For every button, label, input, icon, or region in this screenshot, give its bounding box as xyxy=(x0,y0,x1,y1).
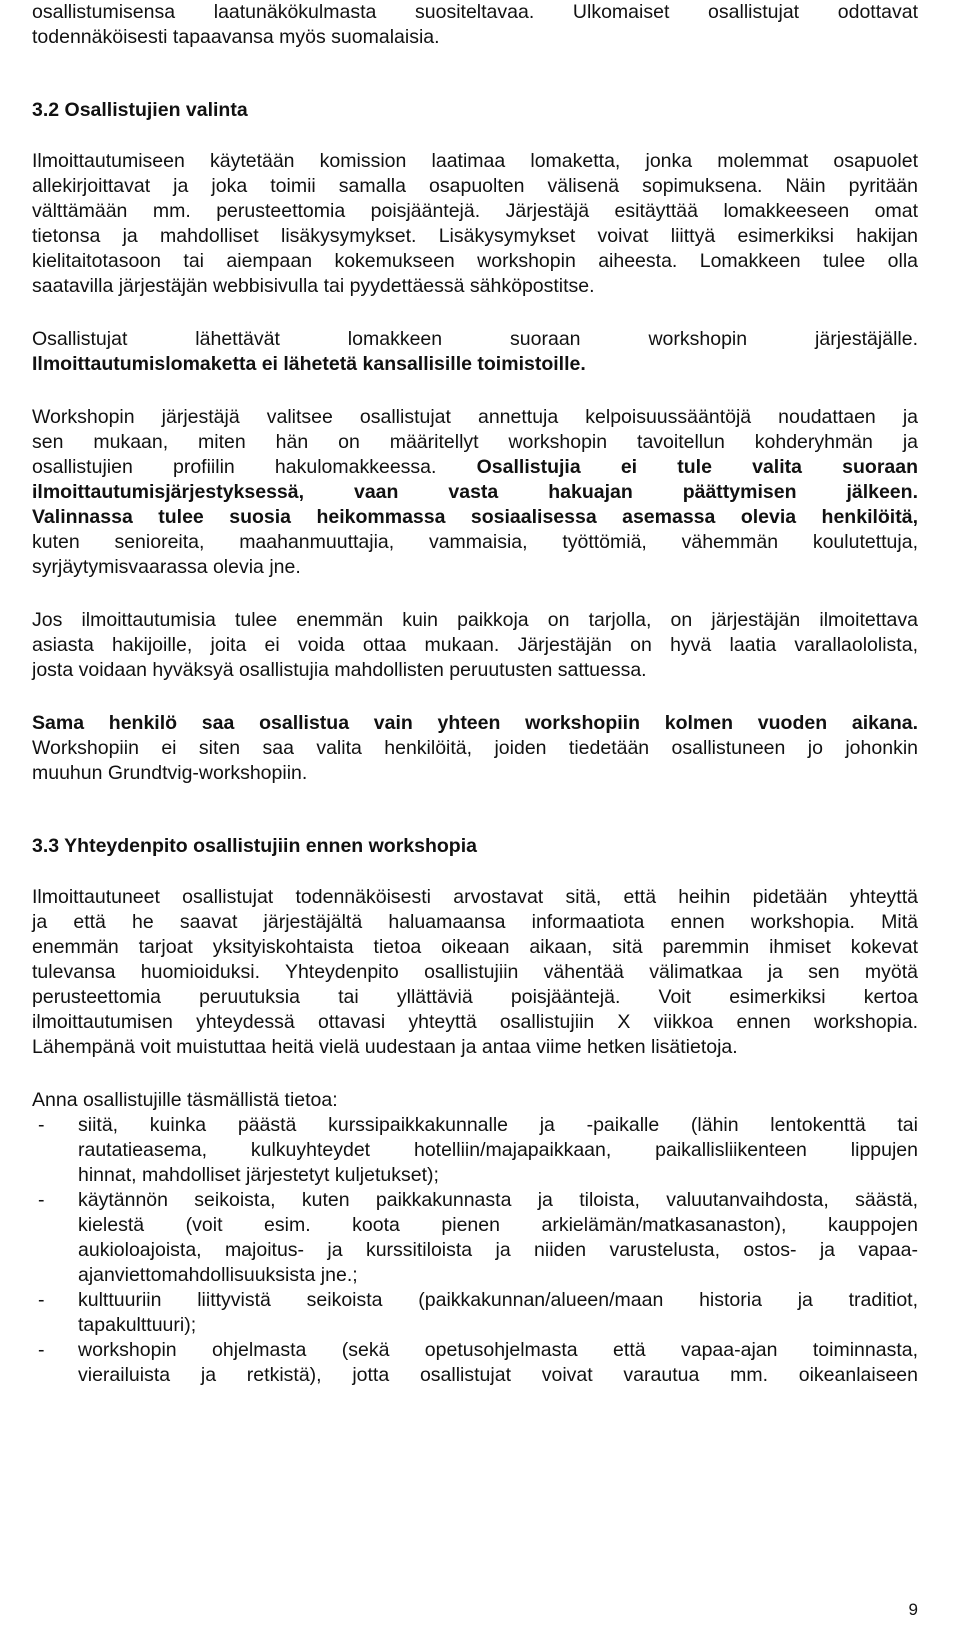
paragraph-participation-limit xyxy=(32,711,918,786)
page-number: 9 xyxy=(908,1600,918,1619)
bold-text-line: Sama henkilö saa osallistua vain yhteen workshopiin kolmen vuoden aikana. xyxy=(32,712,918,734)
text-line: vierailuista ja retkistä), jotta osallistujat voivat varautua mm. oikeanlaiseen xyxy=(78,1364,918,1386)
bold-text-line: Valinnassa tulee suosia heikommassa sosiaalisessa asemassa olevia henkilöitä, xyxy=(32,506,918,528)
paragraph-communication xyxy=(32,885,918,1060)
text-line: saatavilla järjestäjän webbisivulla tai pyydettäessä sähköpostitse. xyxy=(32,275,595,297)
list-item xyxy=(32,1338,918,1388)
text-line: todennäköisesti tapaavansa myös suomalaisia. xyxy=(32,26,440,48)
text-span: osallistujien profiilin hakulomakkeessa. xyxy=(32,456,437,478)
text-line xyxy=(32,455,918,480)
text-line: tulevansa huomioiduksi. Yhteydenpito osallistujiin vähentää välimatkaa ja sen myötä xyxy=(32,961,918,983)
text-line: Jos ilmoittautumisia tulee enemmän kuin paikkoja on tarjolla, on järjestäjän ilmoitettava xyxy=(32,609,918,631)
text-line: kielitaitotasoon tai aiempaan kokemukseen workshopin aiheesta. Lomakkeen tulee olla xyxy=(32,250,918,272)
section-heading-3-3: 3.3 Yhteydenpito osallistujiin ennen workshopia xyxy=(32,835,477,857)
text-line: kielestä (voit esim. koota pienen arkielämän/matkasanaston), kauppojen xyxy=(78,1214,918,1236)
list-item xyxy=(32,1288,918,1338)
list-intro: Anna osallistujille täsmällistä tietoa: xyxy=(32,1089,338,1111)
text-line: kulttuuriin liittyvistä seikoista (paikkakunnan/alueen/maan historia ja traditiot, xyxy=(78,1289,918,1311)
bold-text-line: Ilmoittautumislomaketta ei lähetetä kansallisille toimistoille. xyxy=(32,353,586,375)
text-line: Workshopin järjestäjä valitsee osallistujat annettuja kelpoisuussääntöjä noudattaen ja xyxy=(32,406,918,428)
text-line: välttämään mm. perusteettomia poisjääntejä. Järjestäjä esitäyttää lomakkeeseen omat xyxy=(32,200,918,222)
text-line: allekirjoittavat ja joka toimii samalla osapuolten välisenä sopimuksena. Näin pyritään xyxy=(32,175,918,197)
text-line: käytännön seikoista, kuten paikkakunnasta ja tiloista, valuutanvaihdosta, säästä, xyxy=(78,1189,918,1211)
intro-paragraph xyxy=(32,0,918,50)
text-line: osallistumisensa laatunäkökulmasta suositeltavaa. Ulkomaiset osallistujat odottavat xyxy=(32,1,918,23)
text-line: enemmän tarjoat yksityiskohtaista tietoa oikeaan aikaan, sitä paremmin ihmiset kokevat xyxy=(32,936,918,958)
text-line: Workshopiin ei siten saa valita henkilöitä, joiden tiedetään osallistuneen jo johonkin xyxy=(32,737,918,759)
document-page xyxy=(32,0,918,1388)
paragraph-submission xyxy=(32,327,918,377)
text-line: ilmoittautumisen yhteydessä ottavasi yhteyttä osallistujiin X viikkoa ennen workshopia. xyxy=(32,1011,918,1033)
bold-text-span: Osallistujia ei tule valita suoraan xyxy=(476,456,919,478)
text-line: sen mukaan, miten hän on määritellyt workshopin tavoitellun kohderyhmän ja xyxy=(32,431,918,453)
text-line: hinnat, mahdolliset järjestetyt kuljetukset); xyxy=(78,1164,439,1186)
text-line: rautatieasema, kulkuyhteydet hotelliin/majapaikkaan, paikallisliikenteen lippujen xyxy=(78,1139,918,1161)
paragraph-waiting-list xyxy=(32,608,918,683)
text-line: workshopin ohjelmasta (sekä opetusohjelmasta että vapaa-ajan toiminnasta, xyxy=(78,1339,918,1361)
paragraph-registration-form xyxy=(32,149,918,299)
text-line: siitä, kuinka päästä kurssipaikkakunnalle ja -paikalle (lähin lentokenttä tai xyxy=(78,1114,918,1136)
list-dash: - xyxy=(38,1189,45,1211)
text-line: asiasta hakijoille, joita ei voida ottaa mukaan. Järjestäjän on hyvä laatia varallaololista, xyxy=(32,634,918,656)
list-item xyxy=(32,1113,918,1188)
section-heading-3-2: 3.2 Osallistujien valinta xyxy=(32,99,248,121)
text-line: Ilmoittautumiseen käytetään komission laatimaa lomaketta, jonka molemmat osapuolet xyxy=(32,150,918,172)
paragraph-selection xyxy=(32,405,918,580)
list-dash: - xyxy=(38,1114,45,1136)
text-line: tietonsa ja mahdolliset lisäkysymykset. Lisäkysymykset voivat liittyä esimerkiksi hakijan xyxy=(32,225,918,247)
text-line: ajanviettomahdollisuuksista jne.; xyxy=(78,1264,358,1286)
text-line: Lähempänä voit muistuttaa heitä vielä uudestaan ja antaa viime hetken lisätietoja. xyxy=(32,1036,738,1058)
text-line: perusteettomia peruutuksia tai yllättäviä poisjääntejä. Voit esimerkiksi kertoa xyxy=(32,986,918,1008)
text-line: Osallistujat lähettävät lomakkeen suoraan workshopin järjestäjälle. xyxy=(32,328,918,350)
list-item xyxy=(32,1188,918,1288)
text-line: syrjäytymisvaarassa olevia jne. xyxy=(32,556,301,578)
text-line: kuten senioreita, maahanmuuttajia, vammaisia, työttömiä, vähemmän koulutettuja, xyxy=(32,531,918,553)
text-line: ja että he saavat järjestäjältä haluamaansa informaatiota ennen workshopia. Mitä xyxy=(32,911,918,933)
text-line: tapakulttuuri); xyxy=(78,1314,197,1336)
text-line: aukioloajoista, majoitus- ja kurssitiloista ja niiden varustelusta, ostos- ja vapaa- xyxy=(78,1239,918,1261)
text-line: josta voidaan hyväksyä osallistujia mahdollisten peruutusten sattuessa. xyxy=(32,659,647,681)
bold-text-line: ilmoittautumisjärjestyksessä, vaan vasta hakuajan päättymisen jälkeen. xyxy=(32,481,918,503)
info-list xyxy=(32,1113,918,1388)
text-line: Ilmoittautuneet osallistujat todennäköisesti arvostavat sitä, että heihin pidetään yhteyttä xyxy=(32,886,918,908)
list-dash: - xyxy=(38,1289,45,1311)
list-dash: - xyxy=(38,1339,45,1361)
text-line: muuhun Grundtvig-workshopiin. xyxy=(32,762,308,784)
